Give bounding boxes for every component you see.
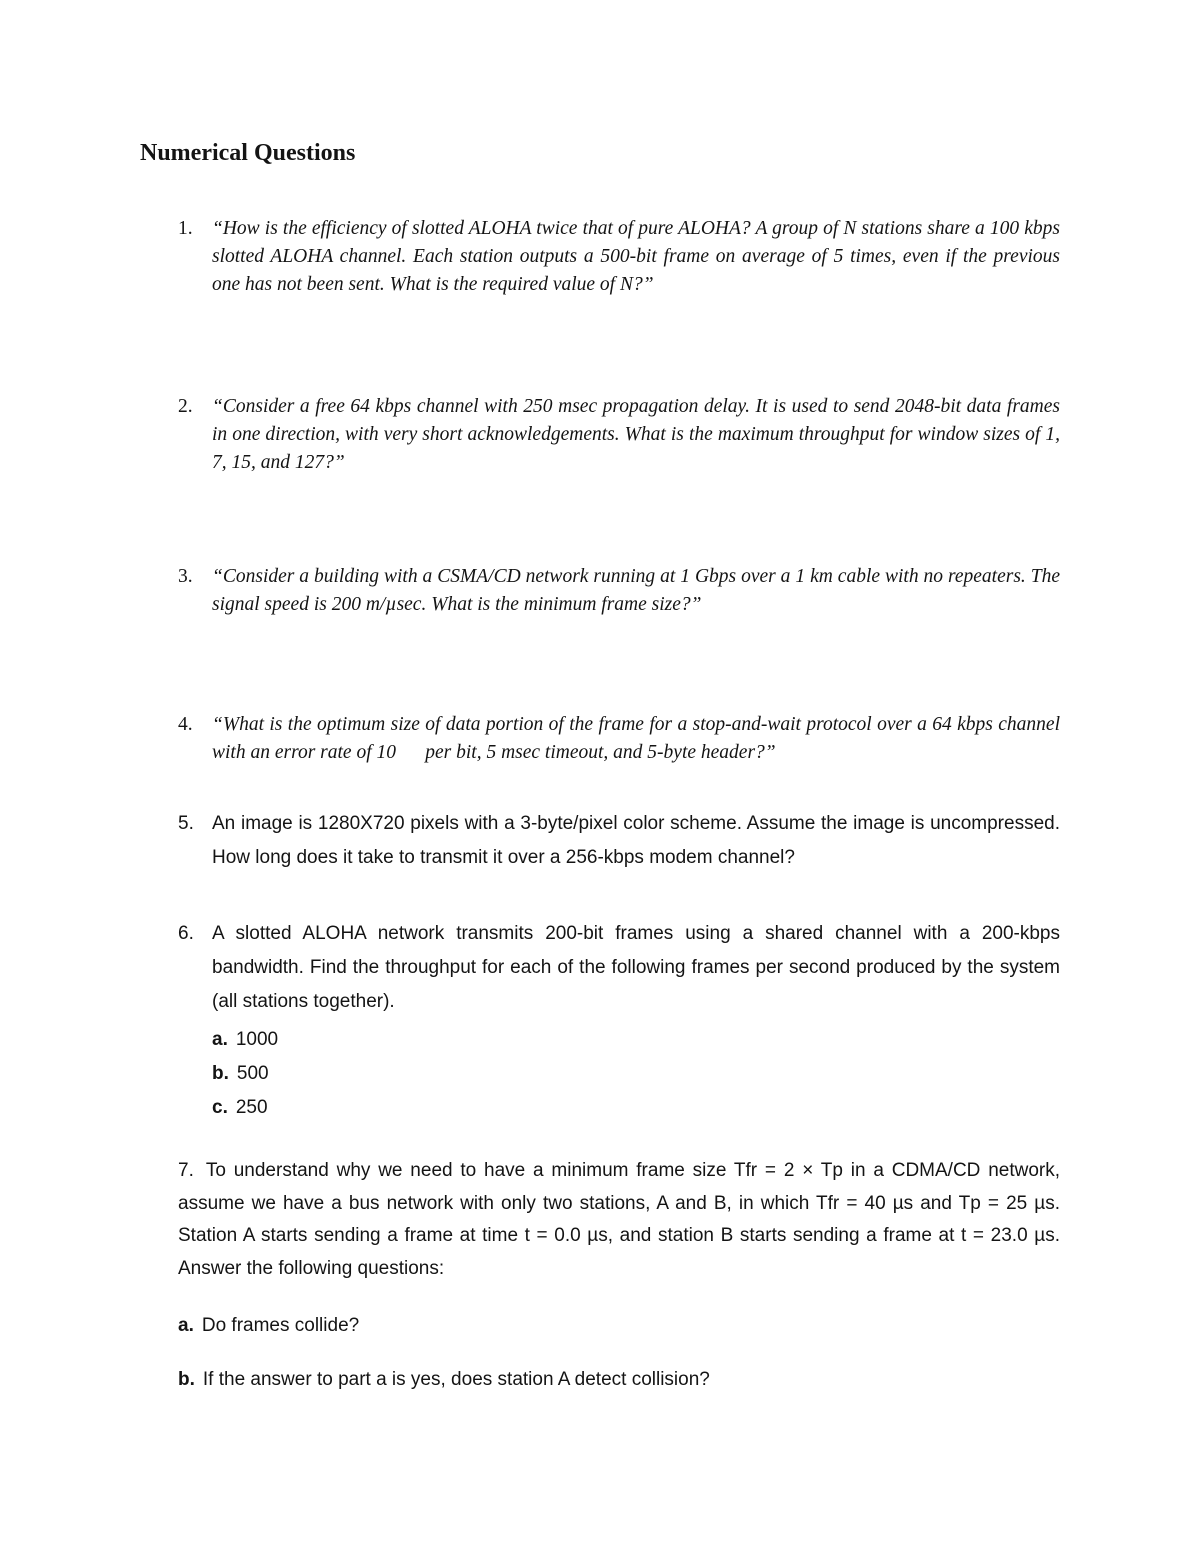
subitem-a-value: 1000	[235, 1029, 279, 1050]
subitem-b-label: b.	[212, 1063, 229, 1084]
question-2-text: “Consider a free 64 kbps channel with 250 msec propagation delay. It is used to send 2048-bit data frames in one direction, with very short acknowledgements. What is the maximum throughput for window sizes of 1, 7, 15, and 127?”	[212, 396, 1060, 473]
question-2	[140, 393, 1060, 477]
question-6-subitem-c	[212, 1091, 1060, 1125]
question-4	[140, 711, 1060, 767]
question-4-text: “What is the optimum size of data portion of the frame for a stop-and-wait protocol over a 64 kbps channel with an error rate of 10 per bit, 5 msec timeout, and 5-byte header?”	[212, 714, 1060, 763]
question-3-text: “Consider a building with a CSMA/CD network running at 1 Gbps over a 1 km cable with no repeaters. The signal speed is 200 m/µsec. What is the minimum frame size?”	[212, 566, 1060, 615]
question-7-subitem-b-label: b.	[178, 1369, 195, 1390]
subitem-b-value: 500	[236, 1063, 269, 1084]
question-5	[140, 807, 1060, 875]
question-6-subitem-b	[212, 1057, 1060, 1091]
question-7-subitem-b	[140, 1365, 1060, 1395]
question-1-text: “How is the efficiency of slotted ALOHA twice that of pure ALOHA? A group of N stations share a 100 kbps slotted ALOHA channel. Each station outputs a 500-bit frame on average of 5 times, even if the previous one has not been sent. What is the required value of N?”	[212, 218, 1060, 295]
question-6-number: 6.	[178, 923, 194, 944]
question-7-subitem-a-label: a.	[178, 1315, 194, 1336]
subitem-c-label: c.	[212, 1097, 228, 1118]
question-7	[140, 1155, 1060, 1285]
question-6	[140, 917, 1060, 1019]
question-5-number: 5.	[178, 813, 194, 834]
question-5-text: An image is 1280X720 pixels with a 3-byte/pixel color scheme. Assume the image is uncompressed. How long does it take to transmit it over a 256-kbps modem channel?	[212, 813, 1060, 868]
question-1	[140, 215, 1060, 299]
subitem-a-label: a.	[212, 1029, 228, 1050]
question-6-subitems	[212, 1023, 1060, 1125]
question-7-subitem-b-text: If the answer to part a is yes, does station A detect collision?	[202, 1369, 710, 1390]
question-7-subitem-a	[140, 1311, 1060, 1341]
question-7-subitem-a-text: Do frames collide?	[201, 1315, 360, 1336]
question-3	[140, 563, 1060, 619]
subitem-c-value: 250	[235, 1097, 268, 1118]
question-3-number: 3.	[178, 566, 193, 587]
question-7-number: 7.	[178, 1160, 194, 1181]
question-6-text: A slotted ALOHA network transmits 200-bit frames using a shared channel with a 200-kbps bandwidth. Find the throughput for each of the following frames per second produced by the system (all stations together).	[212, 923, 1060, 1012]
page-title: Numerical Questions	[140, 140, 356, 166]
question-7-text: To understand why we need to have a minimum frame size Tfr = 2 × Tp in a CDMA/CD network, assume we have a bus network with only two stations, A and B, in which Tfr = 40 µs and Tp = 25 µs. Station A starts sending a frame at time t = 0.0 µs, and station B starts sending a frame at t = 23.0 µs. Answer the following questions:	[178, 1160, 1060, 1279]
question-2-number: 2.	[178, 396, 193, 417]
question-4-number: 4.	[178, 714, 193, 735]
question-6-subitem-a	[212, 1023, 1060, 1057]
question-1-number: 1.	[178, 218, 193, 239]
